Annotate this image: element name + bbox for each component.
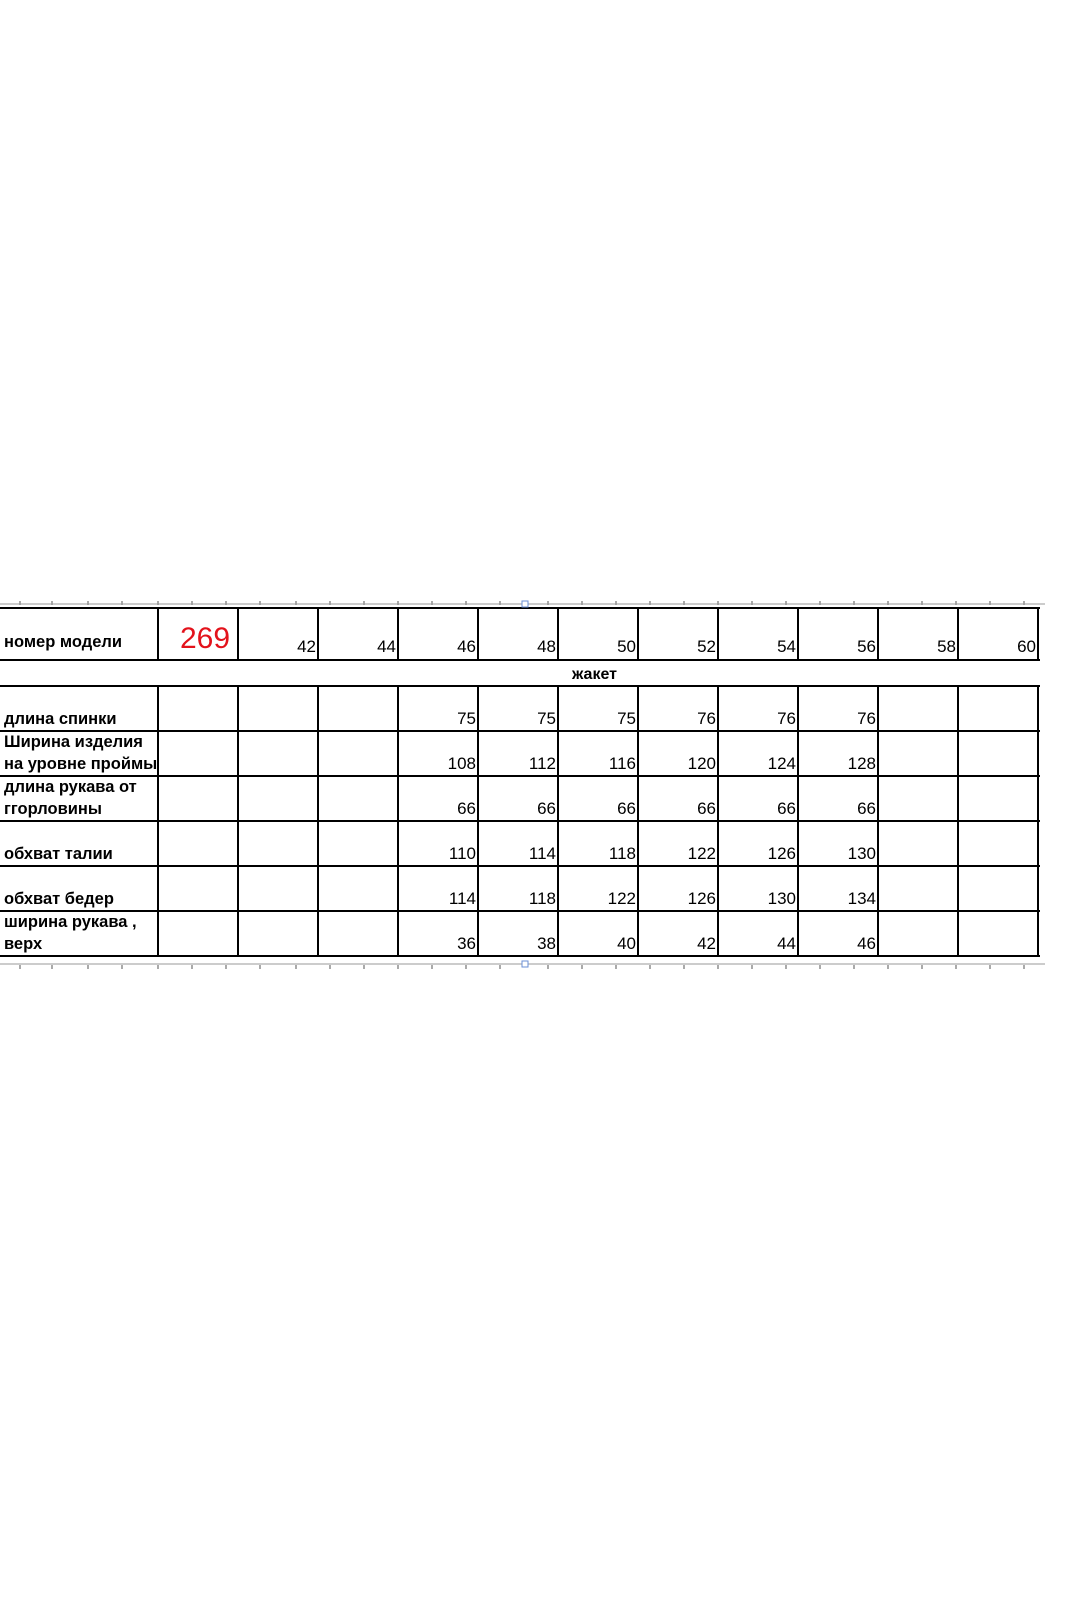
row-label-line1: Ширина изделия (4, 733, 143, 751)
measurement-cell: 66 (697, 799, 716, 818)
row-label-line2: ггорловины (4, 800, 102, 818)
row-label-line2: верх (4, 935, 43, 953)
measurement-cell: 76 (697, 709, 716, 728)
size-header-56: 56 (857, 637, 876, 656)
measurement-cell: 114 (528, 844, 556, 863)
size-header-52: 52 (697, 637, 716, 656)
row-label-line2: обхват бедер (4, 890, 114, 908)
measurement-cell: 134 (847, 889, 876, 908)
measurement-cell: 66 (537, 799, 556, 818)
measurement-cell: 112 (528, 754, 556, 773)
measurement-cell: 44 (777, 934, 796, 953)
measurement-cell: 40 (617, 934, 636, 953)
measurement-cell: 128 (847, 754, 876, 773)
measurement-cell: 118 (528, 889, 556, 908)
size-header-58: 58 (937, 637, 956, 656)
measurement-cell: 75 (457, 709, 476, 728)
measurement-cell: 76 (777, 709, 796, 728)
measurement-cell: 38 (537, 934, 556, 953)
measurement-cell: 122 (687, 844, 716, 863)
measurement-cell: 66 (457, 799, 476, 818)
measurement-cell: 126 (687, 889, 716, 908)
measurement-cell: 122 (607, 889, 636, 908)
measurement-cell: 36 (457, 934, 476, 953)
measurement-cell: 108 (447, 754, 476, 773)
measurement-cell: 42 (697, 934, 716, 953)
size-header-44: 44 (377, 637, 396, 656)
measurement-cell: 130 (847, 844, 876, 863)
measurement-cell: 130 (767, 889, 796, 908)
row-label-line1: ширина рукава , (4, 913, 137, 931)
size-header-46: 46 (457, 637, 476, 656)
measurement-cell: 114 (448, 889, 476, 908)
measurement-cell: 66 (617, 799, 636, 818)
measurement-cell: 116 (608, 754, 636, 773)
row-label-line2: на уровне проймы (4, 755, 158, 773)
model-number-label: номер модели (4, 633, 122, 651)
measurement-cell: 66 (777, 799, 796, 818)
model-number-value: 269 (180, 622, 231, 655)
measurement-cell: 110 (448, 844, 476, 863)
size-header-50: 50 (617, 637, 636, 656)
measurement-cell: 66 (857, 799, 876, 818)
size-header-54: 54 (777, 637, 796, 656)
row-label-line2: обхват талии (4, 845, 113, 863)
measurement-cell: 118 (608, 844, 636, 863)
size-table-grid (0, 600, 1065, 990)
size-header-42: 42 (297, 637, 316, 656)
measurement-cell: 75 (537, 709, 556, 728)
measurement-cell: 120 (687, 754, 716, 773)
measurement-cell: 124 (767, 754, 796, 773)
measurement-cell: 75 (617, 709, 636, 728)
size-header-60: 60 (1017, 637, 1036, 656)
row-label-line2: длина спинки (4, 710, 117, 728)
measurement-cell: 76 (857, 709, 876, 728)
size-chart-sheet (0, 600, 1065, 990)
measurement-cell: 46 (857, 934, 876, 953)
measurement-cell: 126 (767, 844, 796, 863)
row-label-line1: длина рукава от (4, 778, 137, 796)
size-header-48: 48 (537, 637, 556, 656)
section-title: жакет (572, 666, 617, 683)
